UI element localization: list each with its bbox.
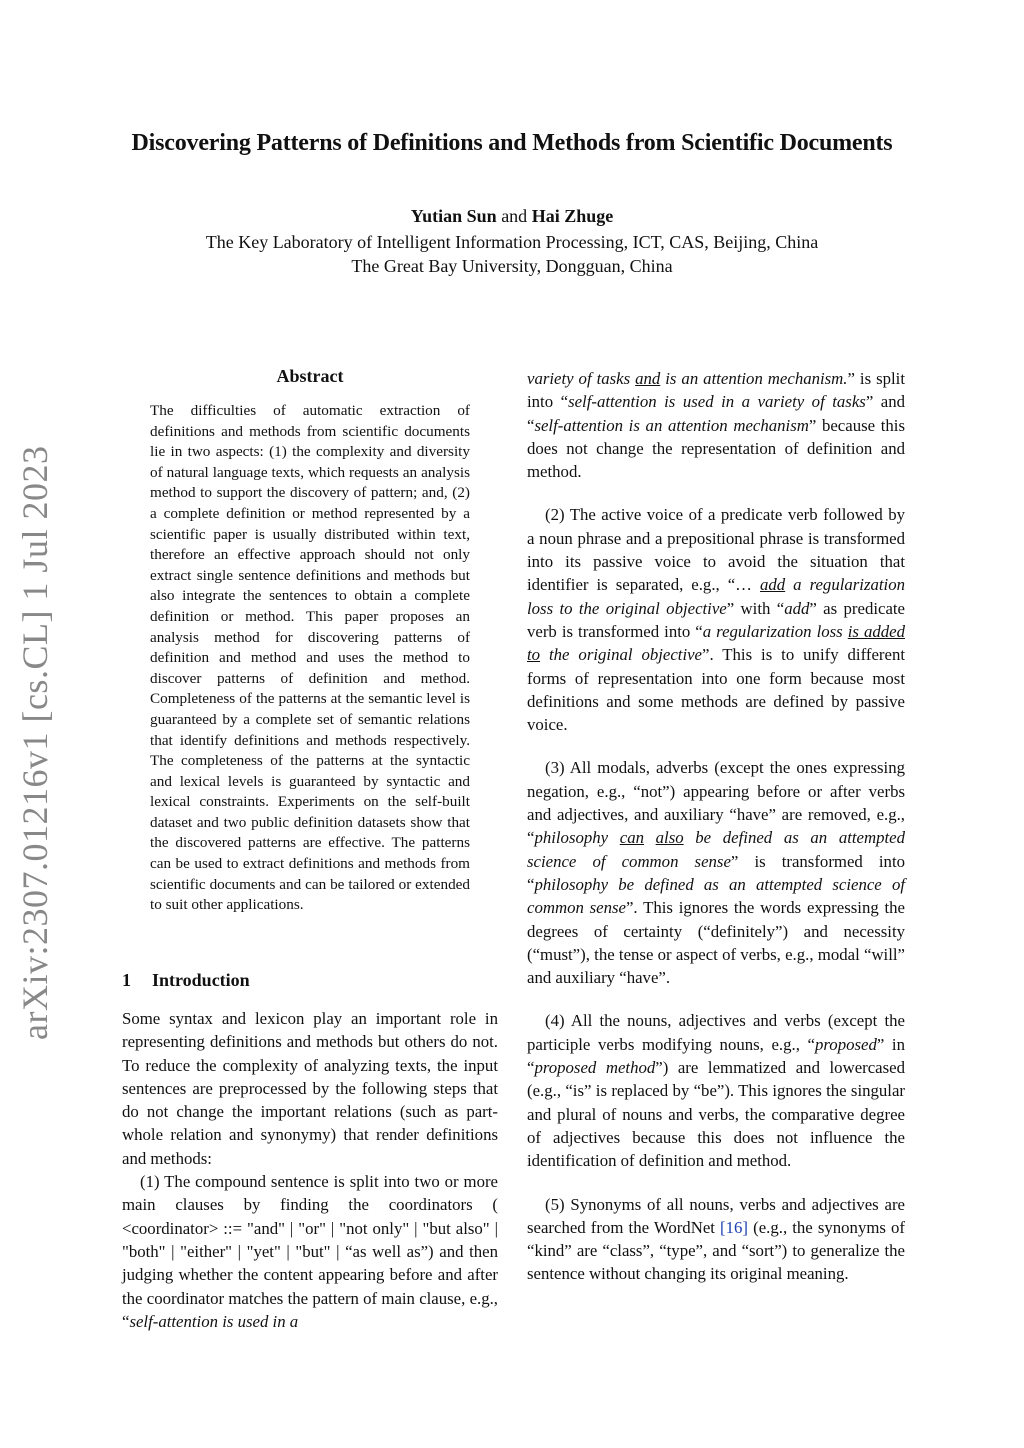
intro-paragraph-1: Some syntax and lexicon play an important role in representing definitions and methods but others do not. To reduce the complexity of analyzing texts, the input sentences are preprocessed by the following steps that do not change the important relations (such as part-whole relation and synonymy) that render definitions and methods: <box>122 1009 498 1168</box>
section-heading-introduction <box>122 970 250 991</box>
intro-paragraph-2: (1) The compound sentence is split into two or more main clauses by finding the coordinators ( <coordinator> ::= "and" | "or" | "not only" | "but also" | "both" | "either" | "yet" | "but" | “as well as”) and then judging whether the content appearing before and after the coordinator matches the pattern of main clause, e.g., “self-attention is used in a <box>122 1172 498 1331</box>
step-4-paragraph: (4) All the nouns, adjectives and verbs (except the participle verbs modifying nouns, e.g., “proposed” in “proposed method”) are lemmatized and lowercased (e.g., “is” is replaced by “be”). This ignores the singular and plural of nouns and verbs, the comparative degree of adjectives because this does not influence the identification of definition and method. <box>527 1011 905 1171</box>
paper-title: Discovering Patterns of Definitions and Methods from Scientific Documents <box>131 130 893 156</box>
abstract-heading: Abstract <box>276 366 344 386</box>
author-conjunction: and <box>501 206 528 226</box>
arxiv-stamp: arXiv:2307.01216v1 [cs.CL] 1 Jul 2023 <box>15 445 55 1040</box>
step-5-paragraph: (5) Synonyms of all nouns, verbs and adjectives are searched from the WordNet [16] (e.g., the synonyms of “kind” are “class”, “type”, and “sort”) to generalize the sentence without changing its original meaning. <box>527 1194 906 1284</box>
step-1-continuation: variety of tasks and is an attention mechanism.” is split into “self-attention is used in a variety of tasks” and “self-attention is an attention mechanism” because this does not change the representation of definition and method. <box>527 369 906 482</box>
right-column-body <box>527 367 905 1286</box>
section-number: 1 <box>122 970 131 990</box>
author-1: Yutian Sun <box>410 206 497 226</box>
step-3-paragraph: (3) All modals, adverbs (except the ones expressing negation, e.g., “not”) appearing before or after verbs and adjectives, and auxiliary “have” are removed, e.g., “philosophy can also be defined as an attempted science of common sense” is transformed into “philosophy be defined as an attempted science of common sense”. This ignores the words expressing the degrees of certainty (“definitely”) and necessity (“must”), the tense or aspect of verbs, e.g., modal “will” and auxiliary “have”. <box>527 758 906 988</box>
author-2: Hai Zhuge <box>531 206 614 226</box>
abstract-text: The difficulties of automatic extraction of definitions and methods from scientific documents lie in two aspects: (1) the complexity and diversity of natural language texts, which requests an analysis method to support the discovery of pattern; and, (2) a complete definition or method represented by a scientific paper is usually distributed within text, therefore an effective approach should not only extract single sentence definitions and methods but also integrate the sentences to obtain a complete definition or method. This paper proposes an analysis method for discovering patterns of definition and method and uses the method to discover patterns of definition and method. Completeness of the patterns at the semantic level is guaranteed by a complete set of semantic relations that identify definitions and methods respectively. The completeness of the patterns at the syntactic and lexical levels is guaranteed by syntactic and lexical constraints. Experiments on the self-built dataset and two public definition datasets show that the discovered patterns are effective. The patterns can be used to extract definitions and methods from scientific documents and can be tailored or extended to suit other applications. <box>150 402 470 914</box>
affiliation-2: The Great Bay University, Dongguan, China <box>351 256 673 276</box>
section-title: Introduction <box>152 970 250 990</box>
left-column-body <box>122 1007 498 1333</box>
citation-link[interactable]: [16] <box>720 1217 749 1237</box>
author-line <box>0 206 1024 227</box>
affiliation-1: The Key Laboratory of Intelligent Information Processing, ICT, CAS, Beijing, China <box>205 232 819 252</box>
step-2-paragraph: (2) The active voice of a predicate verb followed by a noun phrase and a prepositional phrase is transformed into its passive voice to avoid the situation that identifier is separated, e.g., “… add a regularization loss to the original objective” with “add” as predicate verb is transformed into “a regularization loss is added to the original objective”. This is to unify different forms of representation into one form because most definitions and some methods are defined by passive voice. <box>527 505 906 735</box>
